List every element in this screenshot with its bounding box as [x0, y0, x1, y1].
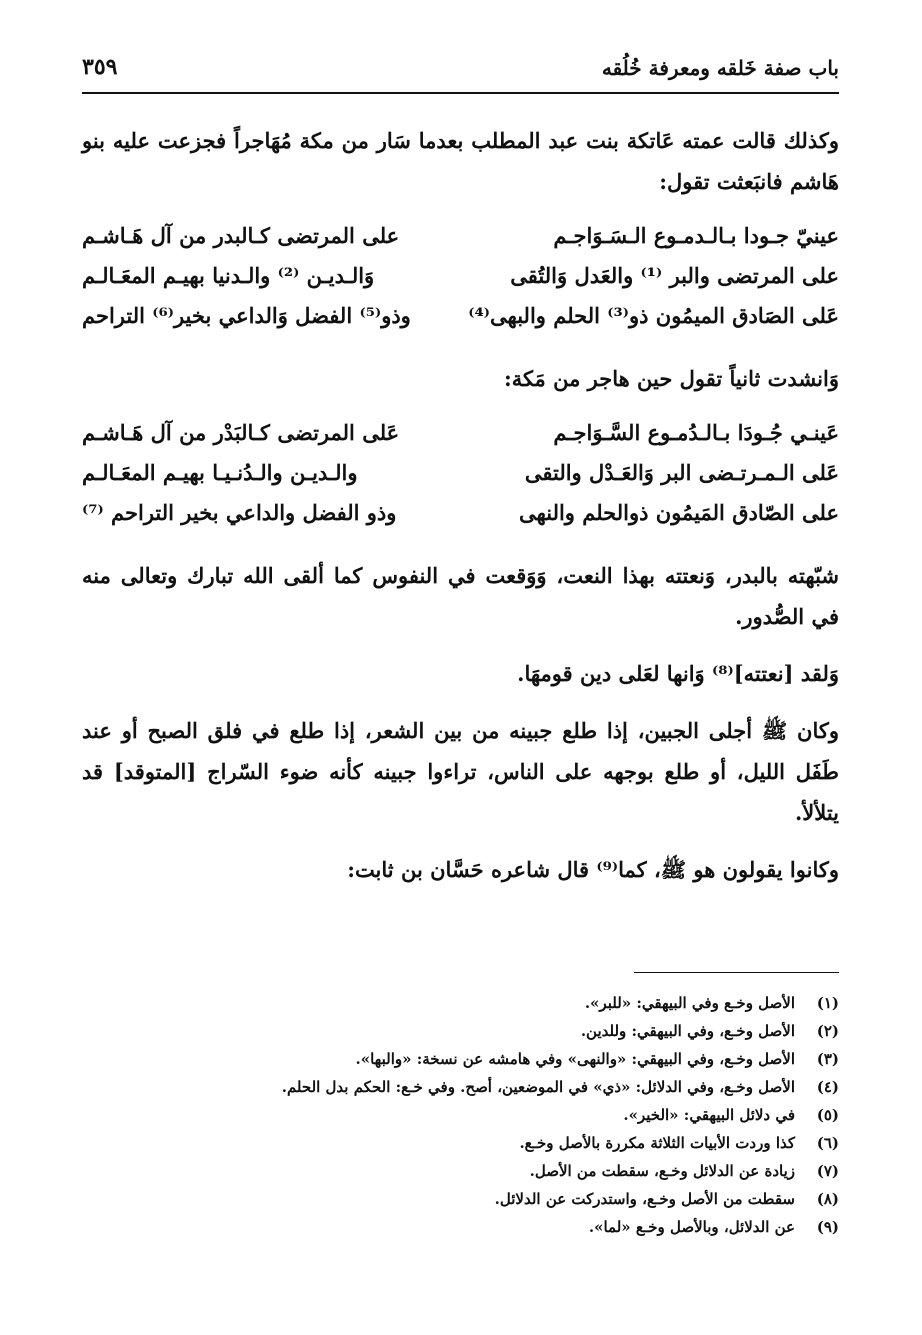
footnote — [82, 1045, 839, 1073]
paragraph: وكانوا يقولون هو ﷺ، كما⁽⁹⁾ قال شاعره حَسَّان بن ثابت: — [347, 857, 839, 882]
verse-line — [82, 216, 839, 256]
verse-second-half: وذو الفضل والداعي بخير التراحم ⁽⁷⁾ — [82, 500, 397, 525]
footnote-number: (٣) — [816, 1050, 839, 1068]
verse-first-half: على المرتضى والبر ⁽¹⁾ والعَدل وَالتُقى — [510, 263, 839, 288]
footnote-text: في دلائل البيهقي: «الخير». — [623, 1106, 795, 1124]
paragraph: وَلقد [نعتته]⁽⁸⁾ وَانها لعَلى دين قومهَا. — [517, 661, 839, 686]
footnote — [82, 1129, 839, 1157]
footnote-number: (٧) — [816, 1162, 839, 1180]
footnote — [82, 1017, 839, 1045]
page-header — [82, 52, 839, 94]
footnote-number: (٨) — [816, 1190, 839, 1208]
footnote — [82, 1213, 839, 1241]
footnote-number: (١) — [816, 994, 839, 1012]
main-text — [82, 120, 839, 890]
verse-second-half: على المرتضى كـالبدر من آل هَـاشـم — [82, 223, 400, 248]
verse-first-half: عَلى الـمـرتـضى البر وَالعَـدْل والتقى — [524, 460, 839, 485]
footnote-text: الأصل وخـع، وفي البيهقي: وللدين. — [580, 1022, 795, 1040]
footnote — [82, 1073, 839, 1101]
verse-line — [82, 413, 839, 453]
poem-heading: وَانشدت ثانياً تقول حين هاجر من مَكة: — [503, 366, 839, 391]
poem-first — [82, 216, 839, 336]
footnote — [82, 1157, 839, 1185]
footnote — [82, 1185, 839, 1213]
paragraph: وكان ﷺ أجلى الجبين، إذا طلع جبينه من بين الشعر، إذا طلع في فلق الصبح أو عند طَفَل الليل، أو طلع بوجهه على الناس، تراءوا جبينه كأنه ضوء السّراج [المتوقد] قد يتلألأ. — [82, 718, 839, 825]
footnote-text: عن الدلائل، وبالأصل وخـع «لما». — [588, 1218, 795, 1236]
verse-line — [82, 453, 839, 493]
intro-paragraph: وكذلك قالت عمته عَاتكة بنت عبد المطلب بعدما سَار من مكة مُهَاجراً فجزعت عليه بنو هَاشم فانبَعثت تقول: — [82, 128, 839, 194]
footnote-text: سقطت من الأصل وخـع، واستدركت عن الدلائل. — [494, 1190, 795, 1208]
paragraph: شبّهته بالبدر، وَنعتته بهذا النعت، وَوَقعت في النفوس كما ألقى الله تبارك وتعالى منه في الصُّدور. — [82, 563, 839, 629]
verse-line — [82, 493, 839, 533]
footnote-number: (٥) — [816, 1106, 839, 1124]
footnote — [82, 989, 839, 1017]
verse-second-half: عَلى المرتضى كـالبَدْر من آل هَـاشـم — [82, 420, 400, 445]
footnote-number: (٤) — [816, 1078, 839, 1096]
verse-line — [82, 256, 839, 296]
poem-second — [82, 413, 839, 533]
footnote-text: الأصل وخـع وفي البيهقي: «للبر». — [584, 994, 795, 1012]
verse-first-half: عَينـي جُـودَا بـالـدُمـوع السَّـوَاجـم — [553, 420, 839, 445]
book-page — [82, 52, 839, 1312]
verse-second-half: وَالـديـن ⁽²⁾ والـدنيا بهيـم المعَـالـم — [82, 263, 375, 288]
verse-second-half: وذو⁽⁵⁾ الفضل وَالداعي بخير⁽⁶⁾ التراحم — [82, 303, 411, 328]
footnotes — [82, 989, 839, 1241]
footnote-number: (٩) — [816, 1218, 839, 1236]
footnote-number: (٢) — [816, 1022, 839, 1040]
footnote-text: الأصل وخـع، وفي البيهقي: «والنهى» وفي هامشه عن نسخة: «والبها». — [355, 1050, 795, 1068]
verse-first-half: على الصّادق المَيمُون ذوالحلم والنهى — [519, 500, 839, 525]
page-number: ٣٥٩ — [82, 54, 118, 80]
footnote — [82, 1101, 839, 1129]
footnote-text: كذا وردت الأبيات الثلاثة مكررة بالأصل وخـع. — [519, 1134, 795, 1152]
footnote-text: زيادة عن الدلائل وخـع، سقطت من الأصل. — [529, 1162, 795, 1180]
verse-line — [82, 296, 839, 336]
footnote-divider — [634, 972, 839, 973]
running-head: باب صفة خَلقه ومعرفة خُلُقه — [601, 56, 839, 80]
footnote-number: (٦) — [816, 1134, 839, 1152]
verse-first-half: عَلى الصَادق الميمُون ذو⁽³⁾ الحلم والبهى⁽⁴⁾ — [468, 303, 839, 328]
footnote-text: الأصل وخـع، وفي الدلائل: «ذي» في الموضعين، أصح. وفي خـع: الحكم بدل الحلم. — [281, 1078, 795, 1096]
verse-first-half: عينيّ جـودا بـالـدمـوع الـسَـوَاجـم — [553, 223, 839, 248]
verse-second-half: والـديـن والـدُنـيـا بهيـم المعَـالـم — [82, 460, 358, 485]
